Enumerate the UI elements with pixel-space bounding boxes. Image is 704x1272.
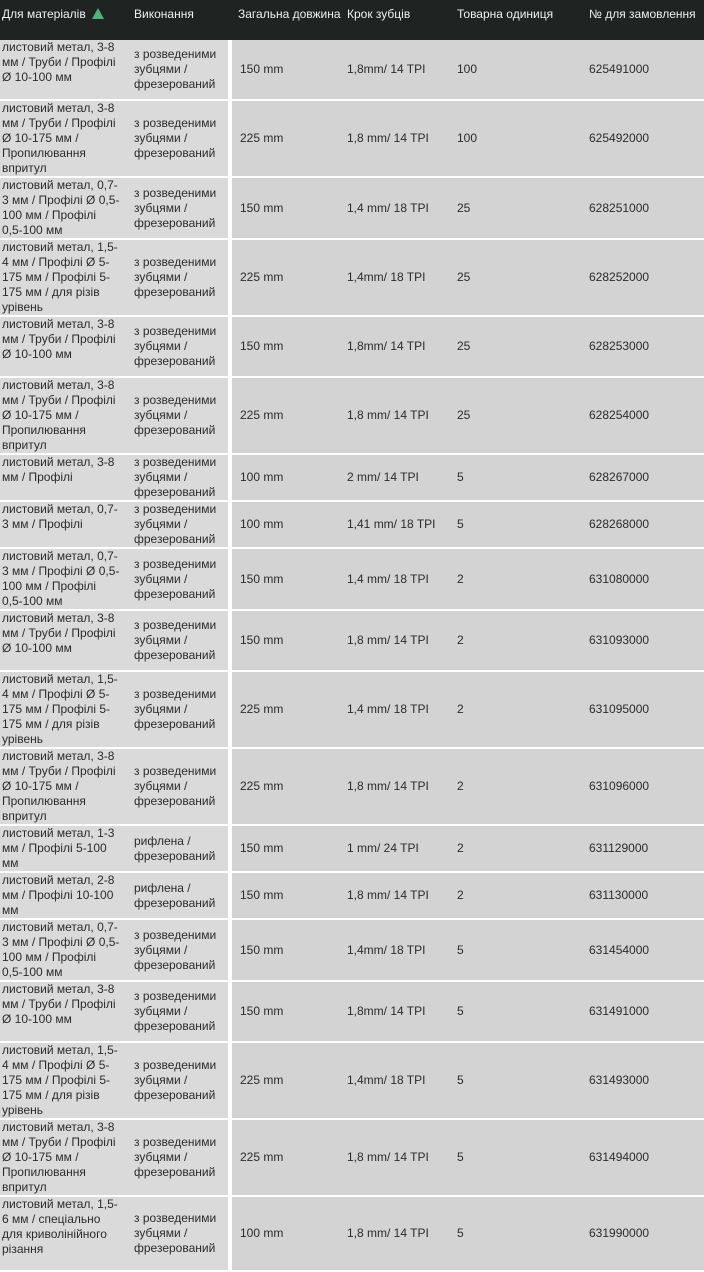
execution-cell: з розведеними зубцями / фрезерований xyxy=(126,455,230,502)
execution-cell: з розведеними зубцями / фрезерований xyxy=(126,378,230,455)
material-cell: листовий метал, 1-3 мм / Профілі 5-100 мм xyxy=(0,826,126,873)
tooth-pitch-cell: 1,8mm/ 14 TPI xyxy=(339,317,449,378)
material-cell: листовий метал, 1,5-6 мм / спеціально для криволінійного різання xyxy=(0,1197,126,1272)
tooth-pitch-cell: 1,4 mm/ 18 TPI xyxy=(339,672,449,749)
tooth-pitch-cell: 1,4mm/ 18 TPI xyxy=(339,920,449,982)
column-header-label: Товарна одиниця xyxy=(457,7,554,21)
total-length-cell: 225 mm xyxy=(230,1043,339,1120)
table-row[interactable] xyxy=(0,317,704,378)
tooth-pitch-cell: 1,8 mm/ 14 TPI xyxy=(339,749,449,826)
execution-cell: з розведеними зубцями / фрезерований xyxy=(126,502,230,549)
table-row[interactable] xyxy=(0,178,704,240)
material-cell: листовий метал, 3-8 мм / Труби / Профілі Ø 10-175 мм / Пропилювання впритул xyxy=(0,1120,126,1197)
unit-cell: 25 xyxy=(449,240,581,317)
unit-cell: 5 xyxy=(449,1197,581,1272)
order-number-cell: 625492000 xyxy=(581,101,704,178)
column-header-total-length[interactable] xyxy=(230,0,339,40)
table-row[interactable] xyxy=(0,1197,704,1272)
execution-cell: рифлена / фрезерований xyxy=(126,873,230,920)
column-header-order-number[interactable] xyxy=(581,0,704,40)
total-length-cell: 100 mm xyxy=(230,1197,339,1272)
table-row[interactable] xyxy=(0,502,704,549)
order-number-cell: 628254000 xyxy=(581,378,704,455)
order-number-cell: 628268000 xyxy=(581,502,704,549)
material-cell: листовий метал, 1,5-4 мм / Профілі Ø 5-175 мм / Профілі 5-175 мм / для різів урівень xyxy=(0,240,126,317)
column-header-label: Виконання xyxy=(134,7,194,21)
order-number-cell: 631491000 xyxy=(581,982,704,1043)
order-number-cell: 631130000 xyxy=(581,873,704,920)
total-length-cell: 150 mm xyxy=(230,611,339,672)
order-number-cell: 628251000 xyxy=(581,178,704,240)
table-row[interactable] xyxy=(0,749,704,826)
order-number-cell: 631494000 xyxy=(581,1120,704,1197)
material-cell: листовий метал, 0,7-3 мм / Профілі Ø 0,5-100 мм / Профілі 0,5-100 мм xyxy=(0,549,126,611)
total-length-cell: 150 mm xyxy=(230,178,339,240)
total-length-cell: 150 mm xyxy=(230,982,339,1043)
total-length-cell: 150 mm xyxy=(230,826,339,873)
column-header-tooth-pitch[interactable] xyxy=(339,0,449,40)
table-row[interactable] xyxy=(0,549,704,611)
total-length-cell: 150 mm xyxy=(230,549,339,611)
tooth-pitch-cell: 1,8 mm/ 14 TPI xyxy=(339,611,449,672)
table-row[interactable] xyxy=(0,873,704,920)
sort-ascending-icon[interactable] xyxy=(92,8,104,19)
unit-cell: 25 xyxy=(449,317,581,378)
unit-cell: 25 xyxy=(449,378,581,455)
order-number-cell: 631080000 xyxy=(581,549,704,611)
unit-cell: 5 xyxy=(449,920,581,982)
column-header-label: Загальна довжина xyxy=(238,7,341,21)
order-number-cell: 631093000 xyxy=(581,611,704,672)
column-header-unit[interactable] xyxy=(449,0,581,40)
execution-cell: рифлена / фрезерований xyxy=(126,826,230,873)
total-length-cell: 150 mm xyxy=(230,317,339,378)
order-number-cell: 628253000 xyxy=(581,317,704,378)
table-row[interactable] xyxy=(0,1120,704,1197)
total-length-cell: 100 mm xyxy=(230,455,339,502)
total-length-cell: 225 mm xyxy=(230,1120,339,1197)
execution-cell: з розведеними зубцями / фрезерований xyxy=(126,101,230,178)
tooth-pitch-cell: 1,8 mm/ 14 TPI xyxy=(339,1197,449,1272)
execution-cell: з розведеними зубцями / фрезерований xyxy=(126,178,230,240)
unit-cell: 5 xyxy=(449,982,581,1043)
table-row[interactable] xyxy=(0,982,704,1043)
tooth-pitch-cell: 2 mm/ 14 TPI xyxy=(339,455,449,502)
table-row[interactable] xyxy=(0,611,704,672)
tooth-pitch-cell: 1,4mm/ 18 TPI xyxy=(339,240,449,317)
tooth-pitch-cell: 1,4mm/ 18 TPI xyxy=(339,1043,449,1120)
total-length-cell: 225 mm xyxy=(230,240,339,317)
order-number-cell: 628252000 xyxy=(581,240,704,317)
tooth-pitch-cell: 1 mm/ 24 TPI xyxy=(339,826,449,873)
execution-cell: з розведеними зубцями / фрезерований xyxy=(126,982,230,1043)
material-cell: листовий метал, 2-8 мм / Профілі 10-100 мм xyxy=(0,873,126,920)
unit-cell: 2 xyxy=(449,749,581,826)
unit-cell: 2 xyxy=(449,873,581,920)
tooth-pitch-cell: 1,8 mm/ 14 TPI xyxy=(339,378,449,455)
execution-cell: з розведеними зубцями / фрезерований xyxy=(126,240,230,317)
unit-cell: 5 xyxy=(449,1043,581,1120)
tooth-pitch-cell: 1,8 mm/ 14 TPI xyxy=(339,101,449,178)
material-cell: листовий метал, 0,7-3 мм / Профілі Ø 0,5-100 мм / Профілі 0,5-100 мм xyxy=(0,178,126,240)
material-cell: листовий метал, 1,5-4 мм / Профілі Ø 5-175 мм / Профілі 5-175 мм / для різів урівень xyxy=(0,672,126,749)
total-length-cell: 100 mm xyxy=(230,502,339,549)
material-cell: листовий метал, 3-8 мм / Профілі xyxy=(0,455,126,502)
unit-cell: 100 xyxy=(449,101,581,178)
execution-cell: з розведеними зубцями / фрезерований xyxy=(126,1120,230,1197)
total-length-cell: 225 mm xyxy=(230,378,339,455)
unit-cell: 5 xyxy=(449,1120,581,1197)
order-number-cell: 631129000 xyxy=(581,826,704,873)
table-row[interactable] xyxy=(0,672,704,749)
execution-cell: з розведеними зубцями / фрезерований xyxy=(126,1043,230,1120)
order-number-cell: 631096000 xyxy=(581,749,704,826)
tooth-pitch-cell: 1,8 mm/ 14 TPI xyxy=(339,1120,449,1197)
total-length-cell: 225 mm xyxy=(230,749,339,826)
total-length-cell: 150 mm xyxy=(230,920,339,982)
tooth-pitch-cell: 1,8mm/ 14 TPI xyxy=(339,40,449,101)
column-header-material[interactable] xyxy=(0,0,126,40)
execution-cell: з розведеними зубцями / фрезерований xyxy=(126,672,230,749)
column-header-execution[interactable] xyxy=(126,0,230,40)
material-cell: листовий метал, 3-8 мм / Труби / Профілі Ø 10-100 мм xyxy=(0,611,126,672)
table-row[interactable] xyxy=(0,920,704,982)
tooth-pitch-cell: 1,4 mm/ 18 TPI xyxy=(339,178,449,240)
execution-cell: з розведеними зубцями / фрезерований xyxy=(126,611,230,672)
unit-cell: 2 xyxy=(449,826,581,873)
execution-cell: з розведеними зубцями / фрезерований xyxy=(126,1197,230,1272)
table-row[interactable] xyxy=(0,240,704,317)
column-header-label: Для матеріалів xyxy=(2,7,86,21)
order-number-cell: 628267000 xyxy=(581,455,704,502)
order-number-cell: 631454000 xyxy=(581,920,704,982)
tooth-pitch-cell: 1,41 mm/ 18 TPI xyxy=(339,502,449,549)
total-length-cell: 225 mm xyxy=(230,101,339,178)
material-cell: листовий метал, 3-8 мм / Труби / Профілі Ø 10-175 мм / Пропилювання впритул xyxy=(0,101,126,178)
total-length-cell: 225 mm xyxy=(230,672,339,749)
material-cell: листовий метал, 1,5-4 мм / Профілі Ø 5-175 мм / Профілі 5-175 мм / для різів урівень xyxy=(0,1043,126,1120)
material-cell: листовий метал, 3-8 мм / Труби / Профілі Ø 10-175 мм / Пропилювання впритул xyxy=(0,749,126,826)
column-header-label: № для замовлення xyxy=(589,7,696,21)
table-row[interactable] xyxy=(0,1043,704,1120)
tooth-pitch-cell: 1,8 mm/ 14 TPI xyxy=(339,873,449,920)
total-length-cell: 150 mm xyxy=(230,40,339,101)
unit-cell: 2 xyxy=(449,672,581,749)
material-cell: листовий метал, 0,7-3 мм / Профілі Ø 0,5-100 мм / Профілі 0,5-100 мм xyxy=(0,920,126,982)
unit-cell: 100 xyxy=(449,40,581,101)
table-row[interactable] xyxy=(0,826,704,873)
order-number-cell: 631493000 xyxy=(581,1043,704,1120)
execution-cell: з розведеними зубцями / фрезерований xyxy=(126,40,230,101)
material-cell: листовий метал, 3-8 мм / Труби / Профілі Ø 10-100 мм xyxy=(0,982,126,1043)
total-length-cell: 150 mm xyxy=(230,873,339,920)
material-cell: листовий метал, 3-8 мм / Труби / Профілі Ø 10-100 мм xyxy=(0,317,126,378)
order-number-cell: 631990000 xyxy=(581,1197,704,1272)
execution-cell: з розведеними зубцями / фрезерований xyxy=(126,549,230,611)
material-cell: листовий метал, 3-8 мм / Труби / Профілі Ø 10-100 мм xyxy=(0,40,126,101)
tooth-pitch-cell: 1,4 mm/ 18 TPI xyxy=(339,549,449,611)
material-cell: листовий метал, 3-8 мм / Труби / Профілі Ø 10-175 мм / Пропилювання впритул xyxy=(0,378,126,455)
table-body xyxy=(0,40,704,1272)
table-header-row xyxy=(0,0,704,40)
tooth-pitch-cell: 1,8mm/ 14 TPI xyxy=(339,982,449,1043)
column-header-label: Крок зубців xyxy=(347,7,411,21)
material-cell: листовий метал, 0,7-3 мм / Профілі xyxy=(0,502,126,549)
unit-cell: 5 xyxy=(449,455,581,502)
order-number-cell: 625491000 xyxy=(581,40,704,101)
execution-cell: з розведеними зубцями / фрезерований xyxy=(126,920,230,982)
order-number-cell: 631095000 xyxy=(581,672,704,749)
unit-cell: 25 xyxy=(449,178,581,240)
table-row[interactable] xyxy=(0,101,704,178)
execution-cell: з розведеними зубцями / фрезерований xyxy=(126,749,230,826)
table-row[interactable] xyxy=(0,455,704,502)
unit-cell: 2 xyxy=(449,549,581,611)
table-row[interactable] xyxy=(0,40,704,101)
unit-cell: 5 xyxy=(449,502,581,549)
unit-cell: 2 xyxy=(449,611,581,672)
execution-cell: з розведеними зубцями / фрезерований xyxy=(126,317,230,378)
table-row[interactable] xyxy=(0,378,704,455)
